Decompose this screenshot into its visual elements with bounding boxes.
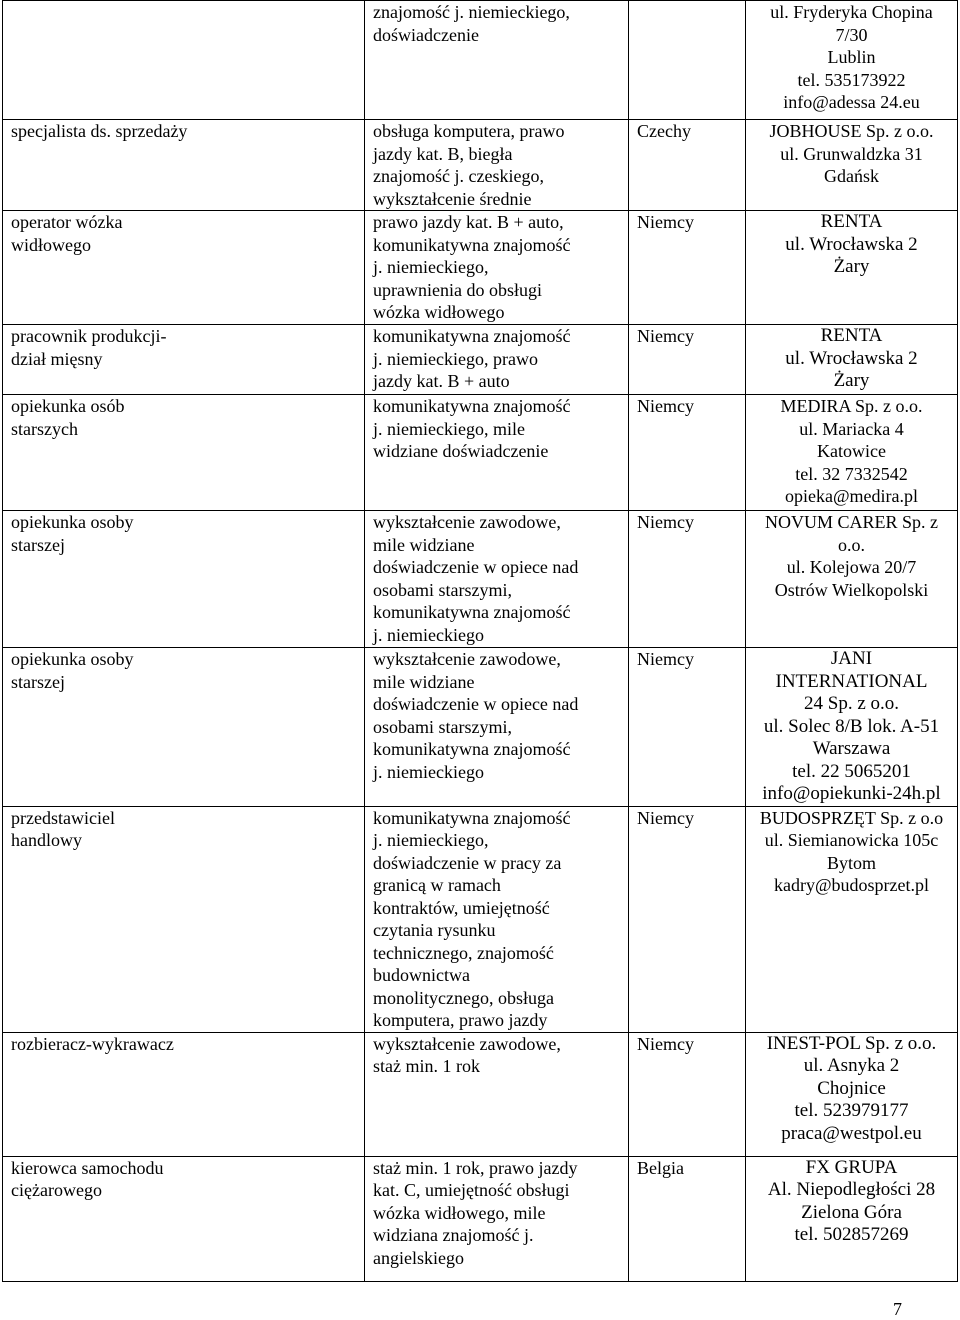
position-line: rozbieracz-wykrawacz (11, 1033, 174, 1054)
requirements-line: budownictwa (373, 965, 470, 985)
employer-line: ul. Solec 8/B lok. A-51 (763, 715, 940, 737)
employer-line: info@adessa 24.eu (783, 92, 920, 112)
position-cell (3, 511, 365, 648)
employer-line: BUDOSPRZĘT Sp. z o.o (759, 807, 944, 828)
employer-cell (746, 211, 958, 325)
employer-line: Al. Niepodległości 28 (767, 1179, 936, 1200)
employer-line: Gdańsk (824, 166, 879, 186)
employer-cell (746, 1, 958, 120)
table-row (3, 325, 958, 395)
country-cell (629, 806, 746, 1032)
country-cell (629, 1156, 746, 1281)
employer-line: Chojnice (817, 1077, 886, 1099)
position-line: widłowego (11, 234, 91, 255)
employer-line: ul. Siemianowicka 105c (764, 830, 939, 850)
table-row (3, 806, 958, 1032)
position-line: dział mięsny (11, 348, 103, 369)
table-row (3, 395, 958, 511)
requirements-line: doświadczenie (373, 24, 479, 45)
requirements-line: staż min. 1 rok (373, 1056, 480, 1076)
requirements-line: komunikatywna znajomość (373, 739, 571, 759)
requirements-line: znajomość j. niemieckiego, (373, 2, 570, 22)
employer-line: tel. 523979177 (794, 1100, 909, 1121)
requirements-line: doświadczenie w opiece nad (373, 694, 579, 714)
requirements-line: wykształcenie zawodowe, (373, 1033, 561, 1054)
position-cell (3, 325, 365, 395)
requirements-line: mile widziane (373, 671, 475, 692)
requirements-line: j. niemieckiego, mile (373, 418, 525, 439)
requirements-line: jazdy kat. B + auto (373, 371, 510, 391)
table-row (3, 1156, 958, 1281)
country-cell (629, 120, 746, 211)
employer-line: Warszawa (812, 738, 891, 759)
requirements-line: monolitycznego, obsługa (373, 987, 554, 1008)
requirements-cell (365, 120, 629, 211)
employer-line: MEDIRA Sp. z o.o. (780, 396, 923, 416)
requirements-cell (365, 511, 629, 648)
requirements-cell (365, 1032, 629, 1156)
employer-cell (746, 120, 958, 211)
country-cell (629, 1, 746, 120)
employer-line: tel. 32 7332542 (795, 463, 908, 484)
requirements-line: widziana znajomość j. (373, 1225, 534, 1245)
country-cell (629, 648, 746, 807)
requirements-line: wykształcenie średnie (373, 188, 532, 209)
requirements-line: wózka widłowego, mile (373, 1202, 546, 1223)
requirements-line: doświadczenie w opiece nad (373, 557, 579, 577)
position-line: opiekunka osoby (11, 512, 134, 532)
employer-line: NOVUM CARER Sp. z (764, 512, 938, 532)
employer-cell (746, 1032, 958, 1156)
position-line: starszej (11, 671, 65, 692)
requirements-line: technicznego, znajomość (373, 942, 554, 963)
country-text: Niemcy (637, 1033, 694, 1054)
requirements-cell (365, 806, 629, 1032)
employer-line: tel. 22 5065201 (792, 760, 911, 782)
position-line: specjalista ds. sprzedaży (11, 121, 188, 141)
country-text: Niemcy (637, 326, 694, 346)
employer-cell (746, 648, 958, 807)
requirements-line: wykształcenie zawodowe, (373, 512, 561, 532)
requirements-line: jazdy kat. B, biegła (373, 143, 513, 164)
position-cell (3, 120, 365, 211)
position-line: handlowy (11, 830, 82, 850)
requirements-line: j. niemieckiego, prawo (373, 348, 538, 369)
requirements-cell (365, 1156, 629, 1281)
employer-line: ul. Mariacka 4 (799, 418, 904, 439)
requirements-line: komunikatywna znajomość (373, 326, 571, 346)
country-text: Niemcy (637, 212, 694, 232)
employer-line: ul. Wrocławska 2 (785, 347, 918, 369)
employer-line: Żary (833, 256, 870, 277)
position-cell (3, 395, 365, 511)
employer-line: o.o. (838, 534, 865, 555)
position-line: starszych (11, 418, 78, 439)
table-row (3, 648, 958, 807)
table-row (3, 211, 958, 325)
requirements-line: wykształcenie zawodowe, (373, 649, 561, 669)
country-cell (629, 395, 746, 511)
requirements-line: prawo jazdy kat. B + auto, (373, 212, 564, 232)
employer-line: ul. Kolejowa 20/7 (786, 557, 917, 577)
position-cell (3, 806, 365, 1032)
requirements-line: czytania rysunku (373, 920, 496, 940)
employer-line: kadry@budosprzet.pl (773, 875, 930, 895)
employer-line: Bytom (826, 852, 876, 873)
employer-cell (746, 325, 958, 395)
requirements-cell (365, 395, 629, 511)
page-number: 7 (893, 1299, 902, 1319)
employer-line: tel. 535173922 (797, 69, 906, 90)
employer-cell (746, 806, 958, 1032)
employer-line: ul. Fryderyka Chopina (770, 2, 933, 22)
country-cell (629, 211, 746, 325)
requirements-cell (365, 1, 629, 120)
employer-line: JOBHOUSE Sp. z o.o. (769, 121, 934, 141)
country-text: Niemcy (637, 396, 694, 416)
table-row (3, 1, 958, 120)
position-line: ciężarowego (11, 1180, 102, 1200)
country-text: Niemcy (637, 649, 694, 669)
table-body (3, 1, 958, 1282)
employer-line: Żary (833, 370, 870, 391)
employer-cell (746, 1156, 958, 1281)
employer-line: 7/30 (835, 24, 868, 45)
requirements-line: znajomość j. czeskiego, (373, 166, 544, 186)
employer-line: tel. 502857269 (794, 1224, 909, 1245)
position-cell (3, 1156, 365, 1281)
requirements-line: angielskiego (373, 1247, 464, 1268)
requirements-line: uprawnienia do obsługi (373, 279, 542, 300)
table-row (3, 120, 958, 211)
employer-line: 24 Sp. z o.o. (804, 693, 899, 714)
employer-line: RENTA (820, 211, 883, 232)
table-row (3, 511, 958, 648)
employer-line: ul. Asnyka 2 (803, 1055, 900, 1076)
requirements-line: j. niemieckiego (373, 624, 484, 645)
employer-line: RENTA (820, 325, 883, 346)
table-row (3, 1032, 958, 1156)
requirements-line: komputera, prawo jazdy (373, 1010, 548, 1030)
country-text: Belgia (637, 1157, 684, 1178)
employer-line: ul. Wrocławska 2 (785, 233, 918, 255)
requirements-line: staż min. 1 rok, prawo jazdy (373, 1157, 578, 1178)
country-text: Czechy (637, 121, 691, 141)
requirements-line: mile widziane (373, 534, 475, 555)
requirements-line: j. niemieckiego, (373, 830, 489, 850)
requirements-line: j. niemieckiego, (373, 257, 489, 277)
employer-line: Lublin (827, 47, 876, 67)
requirements-line: komunikatywna znajomość (373, 807, 571, 828)
position-line: przedstawiciel (11, 807, 115, 828)
country-text: Niemcy (637, 512, 694, 532)
position-cell (3, 1, 365, 120)
position-line: opiekunka osoby (11, 649, 134, 669)
position-line: pracownik produkcji- (11, 326, 167, 346)
employer-line: JANI INTERNATIONAL (775, 648, 928, 692)
requirements-cell (365, 325, 629, 395)
country-cell (629, 325, 746, 395)
employer-line: Katowice (817, 441, 886, 461)
requirements-line: komunikatywna znajomość (373, 234, 571, 255)
requirements-line: widziane doświadczenie (373, 441, 549, 461)
employer-line: info@opiekunki-24h.pl (762, 783, 941, 804)
employer-line: Ostrów Wielkopolski (774, 579, 929, 600)
requirements-line: doświadczenie w pracy za (373, 852, 562, 873)
position-cell (3, 211, 365, 325)
requirements-line: komunikatywna znajomość (373, 396, 571, 416)
position-cell (3, 648, 365, 807)
job-offers-table (2, 0, 958, 1282)
employer-cell (746, 395, 958, 511)
position-cell (3, 1032, 365, 1156)
requirements-line: osobami starszymi, (373, 579, 512, 600)
country-cell (629, 511, 746, 648)
employer-line: FX GRUPA (805, 1156, 898, 1178)
requirements-line: wózka widłowego (373, 302, 505, 322)
requirements-line: j. niemieckiego (373, 761, 484, 782)
position-line: opiekunka osób (11, 396, 125, 416)
requirements-cell (365, 648, 629, 807)
requirements-line: kontraktów, umiejętność (373, 897, 550, 918)
employer-cell (746, 511, 958, 648)
employer-line: opieka@medira.pl (784, 486, 919, 506)
requirements-line: kat. C, umiejętność obsługi (373, 1180, 570, 1200)
position-line: kierowca samochodu (11, 1157, 164, 1178)
requirements-line: osobami starszymi, (373, 716, 512, 737)
position-line: starszej (11, 534, 65, 555)
requirements-line: granicą w ramach (373, 875, 501, 895)
country-cell (629, 1032, 746, 1156)
requirements-line: obsługa komputera, prawo (373, 121, 565, 141)
position-line: operator wózka (11, 212, 123, 232)
requirements-line: komunikatywna znajomość (373, 602, 571, 622)
requirements-cell (365, 211, 629, 325)
country-text: Niemcy (637, 807, 694, 828)
employer-line: Zielona Góra (801, 1201, 902, 1223)
employer-line: ul. Grunwaldzka 31 (780, 143, 923, 164)
employer-line: INEST-POL Sp. z o.o. (766, 1032, 937, 1054)
employer-line: praca@westpol.eu (781, 1122, 922, 1144)
